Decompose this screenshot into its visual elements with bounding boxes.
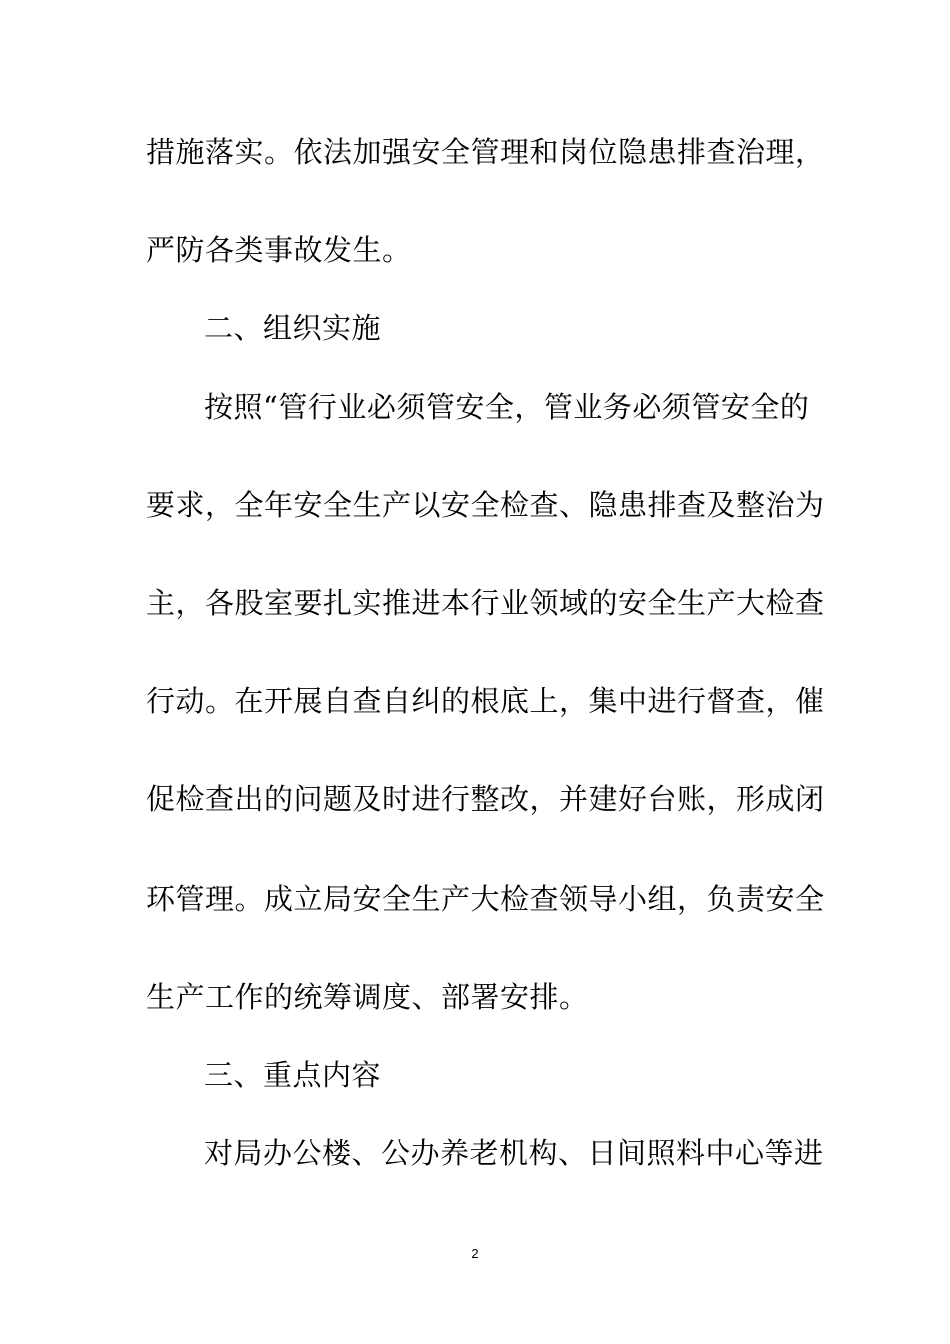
paragraph-line: 对局办公楼、公办养老机构、日间照料中心等进 — [204, 1136, 824, 1170]
page-number: 2 — [471, 1246, 479, 1261]
paragraph-line: 环管理。成立局安全生产大检查领导小组，负责安全 — [146, 882, 825, 916]
paragraph-line: 严防各类事故发生。 — [146, 233, 412, 267]
paragraph-line: 按照“管行业必须管安全，管业务必须管安全的 — [204, 390, 810, 424]
paragraph-line: 措施落实。依法加强安全管理和岗位隐患排查治理， — [146, 135, 825, 169]
section-heading: 三、重点内容 — [204, 1058, 382, 1092]
paragraph-line: 促检查出的问题及时进行整改，并建好台账，形成闭 — [146, 782, 825, 816]
paragraph-line: 要求，全年安全生产以安全检查、隐患排查及整治为 — [146, 488, 825, 522]
paragraph-line: 主，各股室要扎实推进本行业领域的安全生产大检查 — [146, 586, 825, 620]
paragraph-line: 行动。在开展自查自纠的根底上，集中进行督查，催 — [146, 684, 825, 718]
section-heading: 二、组织实施 — [204, 311, 382, 345]
paragraph-line: 生产工作的统筹调度、部署安排。 — [146, 980, 589, 1014]
